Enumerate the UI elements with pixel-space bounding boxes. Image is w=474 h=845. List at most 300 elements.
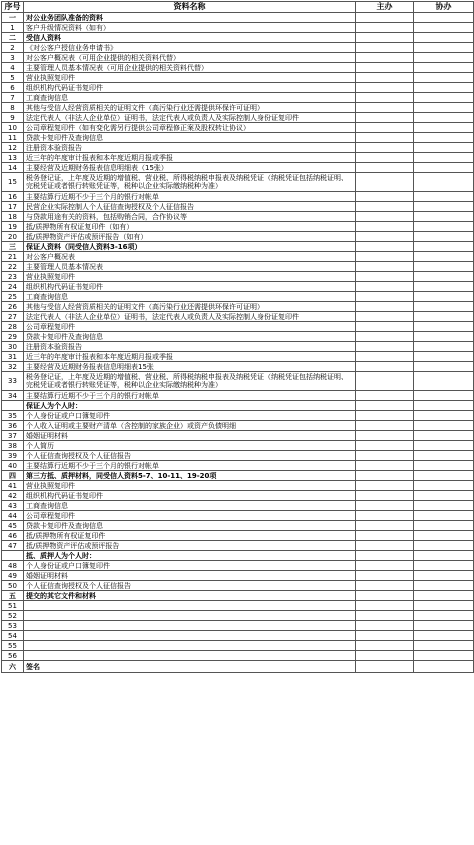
row-assistant-handler-cell [414, 113, 474, 123]
row-main-handler-cell [356, 561, 414, 571]
row-assistant-handler-cell [414, 641, 474, 651]
row-number: 五 [2, 591, 24, 601]
table-row [2, 123, 474, 133]
section-row [2, 661, 474, 673]
row-assistant-handler-cell [414, 272, 474, 282]
row-number: 13 [2, 153, 24, 163]
row-main-handler-cell [356, 511, 414, 521]
row-number: 16 [2, 192, 24, 202]
table-row [2, 411, 474, 421]
row-document-name: 个人简历 [24, 441, 356, 451]
row-number: 38 [2, 441, 24, 451]
row-assistant-handler-cell [414, 143, 474, 153]
table-body [2, 13, 474, 673]
row-assistant-handler-cell [414, 153, 474, 163]
row-document-name: 注册资本验资报告 [24, 342, 356, 352]
row-number: 9 [2, 113, 24, 123]
header-assistant-handler: 协办 [414, 2, 474, 13]
row-assistant-handler-cell [414, 202, 474, 212]
table-row [2, 421, 474, 431]
row-assistant-handler-cell [414, 173, 474, 192]
row-document-name: 对公业务团队准备的资料 [24, 13, 356, 23]
table-row [2, 312, 474, 322]
row-document-name: 抵、质押人为个人时： [24, 551, 356, 561]
row-main-handler-cell [356, 541, 414, 551]
row-number: 50 [2, 581, 24, 591]
row-main-handler-cell [356, 53, 414, 63]
row-document-name [24, 621, 356, 631]
row-document-name: 其他与受信人经营资质相关的证明文件（高污染行业还需提供环保许可证明） [24, 302, 356, 312]
row-assistant-handler-cell [414, 282, 474, 292]
row-main-handler-cell [356, 192, 414, 202]
row-assistant-handler-cell [414, 322, 474, 332]
table-row [2, 322, 474, 332]
table-row [2, 232, 474, 242]
row-number: 5 [2, 73, 24, 83]
row-document-name: 组织机构代码证书复印件 [24, 282, 356, 292]
row-assistant-handler-cell [414, 262, 474, 272]
row-main-handler-cell [356, 113, 414, 123]
table-row [2, 113, 474, 123]
row-main-handler-cell [356, 601, 414, 611]
row-number: 19 [2, 222, 24, 232]
row-assistant-handler-cell [414, 471, 474, 481]
row-main-handler-cell [356, 322, 414, 332]
document-checklist-table [1, 1, 474, 673]
row-assistant-handler-cell [414, 481, 474, 491]
table-row [2, 431, 474, 441]
row-document-name: 其他与受信人经营资质相关的证明文件（高污染行业还需提供环保许可证明） [24, 103, 356, 113]
table-row [2, 222, 474, 232]
row-document-name: 贷款卡复印件及查询信息 [24, 133, 356, 143]
row-main-handler-cell [356, 471, 414, 481]
row-number: 42 [2, 491, 24, 501]
row-number: 1 [2, 23, 24, 33]
row-assistant-handler-cell [414, 302, 474, 312]
row-assistant-handler-cell [414, 661, 474, 673]
table-row [2, 63, 474, 73]
table-row [2, 362, 474, 372]
row-number: 53 [2, 621, 24, 631]
row-document-name: 个人收入证明或主要财产清单（含控制的家族企业）或资产负债明细 [24, 421, 356, 431]
row-assistant-handler-cell [414, 352, 474, 362]
table-row [2, 262, 474, 272]
row-number: 56 [2, 651, 24, 661]
row-main-handler-cell [356, 93, 414, 103]
row-main-handler-cell [356, 202, 414, 212]
row-document-name: 主要结算行近期不少于三个月的银行对帐单 [24, 192, 356, 202]
row-number: 30 [2, 342, 24, 352]
table-row [2, 202, 474, 212]
row-assistant-handler-cell [414, 232, 474, 242]
row-document-name: 抵/质押物资产评估或预评报告 [24, 541, 356, 551]
table-row [2, 641, 474, 651]
row-number: 40 [2, 461, 24, 471]
row-number: 28 [2, 322, 24, 332]
row-assistant-handler-cell [414, 461, 474, 471]
row-number: 41 [2, 481, 24, 491]
table-row [2, 511, 474, 521]
table-row [2, 601, 474, 611]
header-number: 序号 [2, 2, 24, 13]
row-assistant-handler-cell [414, 601, 474, 611]
subsection-row [2, 551, 474, 561]
row-number: 3 [2, 53, 24, 63]
section-row [2, 591, 474, 601]
row-number: 21 [2, 252, 24, 262]
table-row [2, 73, 474, 83]
row-main-handler-cell [356, 103, 414, 113]
table-row [2, 342, 474, 352]
row-assistant-handler-cell [414, 212, 474, 222]
row-assistant-handler-cell [414, 551, 474, 561]
row-assistant-handler-cell [414, 411, 474, 421]
row-assistant-handler-cell [414, 372, 474, 391]
row-assistant-handler-cell [414, 651, 474, 661]
row-document-name: 主要结算行近期不少于三个月的银行对帐单 [24, 391, 356, 401]
row-document-name: 抵/质押物所有权证复印件（如有） [24, 222, 356, 232]
header-document-name: 资料名称 [24, 2, 356, 13]
row-number: 6 [2, 83, 24, 93]
row-document-name: 近三年的年度审计报表和本年度近期月报或季报 [24, 153, 356, 163]
row-main-handler-cell [356, 441, 414, 451]
row-main-handler-cell [356, 551, 414, 561]
row-document-name: 受信人资料 [24, 33, 356, 43]
row-assistant-handler-cell [414, 312, 474, 322]
row-main-handler-cell [356, 481, 414, 491]
row-assistant-handler-cell [414, 431, 474, 441]
table-row [2, 501, 474, 511]
row-assistant-handler-cell [414, 391, 474, 401]
row-main-handler-cell [356, 123, 414, 133]
row-number: 26 [2, 302, 24, 312]
row-main-handler-cell [356, 531, 414, 541]
row-assistant-handler-cell [414, 611, 474, 621]
row-main-handler-cell [356, 352, 414, 362]
row-number: 4 [2, 63, 24, 73]
row-document-name: 税务登记证，上年度及近期的增值税、营业税、所得税纳税申报表及纳税凭证（纳税凭证包括纳税证明、完税凭证或者银行转账凭证等，税种以企业实际缴纳税种为准） [24, 372, 356, 391]
row-main-handler-cell [356, 83, 414, 93]
row-assistant-handler-cell [414, 591, 474, 601]
table-row [2, 212, 474, 222]
table-row [2, 352, 474, 362]
row-main-handler-cell [356, 401, 414, 411]
row-main-handler-cell [356, 501, 414, 511]
row-document-name: 客户升级情况资料（如有） [24, 23, 356, 33]
row-document-name: 保证人为个人时： [24, 401, 356, 411]
row-number: 37 [2, 431, 24, 441]
row-number: 二 [2, 33, 24, 43]
table-row [2, 252, 474, 262]
row-assistant-handler-cell [414, 501, 474, 511]
row-document-name: 组织机构代码证书复印件 [24, 491, 356, 501]
table-row [2, 272, 474, 282]
row-number: 27 [2, 312, 24, 322]
row-number: 34 [2, 391, 24, 401]
table-row [2, 83, 474, 93]
table-row [2, 192, 474, 202]
row-main-handler-cell [356, 173, 414, 192]
row-number: 24 [2, 282, 24, 292]
row-assistant-handler-cell [414, 63, 474, 73]
row-assistant-handler-cell [414, 561, 474, 571]
row-main-handler-cell [356, 212, 414, 222]
table-row [2, 441, 474, 451]
row-number: 55 [2, 641, 24, 651]
row-main-handler-cell [356, 651, 414, 661]
table-row [2, 103, 474, 113]
table-row [2, 163, 474, 173]
row-number: 六 [2, 661, 24, 673]
row-main-handler-cell [356, 641, 414, 651]
row-document-name: 第三方抵、质押材料，同受信人资料5-7、10-11、19-20项 [24, 471, 356, 481]
row-assistant-handler-cell [414, 73, 474, 83]
row-main-handler-cell [356, 163, 414, 173]
row-number: 17 [2, 202, 24, 212]
row-assistant-handler-cell [414, 242, 474, 252]
row-assistant-handler-cell [414, 401, 474, 411]
row-main-handler-cell [356, 391, 414, 401]
row-number: 11 [2, 133, 24, 143]
row-document-name: 抵/质押物资产评估或预评报告（如有） [24, 232, 356, 242]
row-number: 36 [2, 421, 24, 431]
row-document-name: 主要结算行近期不少于三个月的银行对帐单 [24, 461, 356, 471]
table-row [2, 292, 474, 302]
table-row [2, 93, 474, 103]
row-document-name: 《对公客户授信业务申请书》 [24, 43, 356, 53]
row-document-name: 提交的其它文件和材料 [24, 591, 356, 601]
row-document-name: 注册资本验资报告 [24, 143, 356, 153]
table-header-row [2, 2, 474, 13]
row-number: 7 [2, 93, 24, 103]
table-row [2, 631, 474, 641]
row-document-name: 主要经营及近期财务报表信息明细表（15张） [24, 163, 356, 173]
row-document-name [24, 631, 356, 641]
table-row [2, 651, 474, 661]
row-document-name: 与贷款用途有关的资料，包括购销合同，合作协议等 [24, 212, 356, 222]
row-number: 2 [2, 43, 24, 53]
row-number: 23 [2, 272, 24, 282]
row-number: 14 [2, 163, 24, 173]
row-number: 48 [2, 561, 24, 571]
row-main-handler-cell [356, 342, 414, 352]
row-document-name: 近三年的年度审计报表和本年度近期月报或季报 [24, 352, 356, 362]
row-main-handler-cell [356, 43, 414, 53]
row-assistant-handler-cell [414, 53, 474, 63]
row-main-handler-cell [356, 631, 414, 641]
table-row [2, 302, 474, 312]
row-main-handler-cell [356, 33, 414, 43]
row-main-handler-cell [356, 451, 414, 461]
row-document-name: 法定代表人（非法人企业单位）证明书，法定代表人或负责人及实际控制人身份证复印件 [24, 113, 356, 123]
table-row [2, 173, 474, 192]
row-document-name: 贷款卡复印件及查询信息 [24, 521, 356, 531]
subsection-row [2, 401, 474, 411]
row-main-handler-cell [356, 661, 414, 673]
row-document-name: 工商查询信息 [24, 93, 356, 103]
row-number: 25 [2, 292, 24, 302]
row-assistant-handler-cell [414, 43, 474, 53]
row-main-handler-cell [356, 23, 414, 33]
row-assistant-handler-cell [414, 631, 474, 641]
row-number: 43 [2, 501, 24, 511]
row-main-handler-cell [356, 491, 414, 501]
table-row [2, 491, 474, 501]
table-row [2, 531, 474, 541]
row-number: 52 [2, 611, 24, 621]
row-main-handler-cell [356, 611, 414, 621]
row-document-name: 营业执照复印件 [24, 272, 356, 282]
row-main-handler-cell [356, 372, 414, 391]
row-main-handler-cell [356, 421, 414, 431]
row-number [2, 551, 24, 561]
table-row [2, 621, 474, 631]
row-main-handler-cell [356, 242, 414, 252]
row-document-name: 工商查询信息 [24, 292, 356, 302]
row-main-handler-cell [356, 621, 414, 631]
row-number: 一 [2, 13, 24, 23]
row-number: 44 [2, 511, 24, 521]
section-row [2, 242, 474, 252]
row-number: 三 [2, 242, 24, 252]
row-assistant-handler-cell [414, 581, 474, 591]
row-document-name: 工商查询信息 [24, 501, 356, 511]
row-document-name: 抵/质押物所有权证复印件 [24, 531, 356, 541]
row-assistant-handler-cell [414, 362, 474, 372]
row-number: 33 [2, 372, 24, 391]
row-assistant-handler-cell [414, 451, 474, 461]
row-main-handler-cell [356, 143, 414, 153]
row-assistant-handler-cell [414, 541, 474, 551]
row-document-name: 民营企业实际控制人个人征信查询授权及个人征信报告 [24, 202, 356, 212]
row-main-handler-cell [356, 153, 414, 163]
row-document-name: 个人身份证或户口簿复印件 [24, 561, 356, 571]
row-assistant-handler-cell [414, 441, 474, 451]
row-assistant-handler-cell [414, 252, 474, 262]
row-number: 29 [2, 332, 24, 342]
table-row [2, 143, 474, 153]
row-document-name [24, 601, 356, 611]
row-number: 47 [2, 541, 24, 551]
row-number: 20 [2, 232, 24, 242]
row-document-name [24, 651, 356, 661]
table-row [2, 461, 474, 471]
row-number: 39 [2, 451, 24, 461]
row-number: 15 [2, 173, 24, 192]
row-document-name: 法定代表人（非法人企业单位）证明书，法定代表人或负责人及实际控制人身份证复印件 [24, 312, 356, 322]
row-assistant-handler-cell [414, 531, 474, 541]
table-row [2, 541, 474, 551]
row-document-name: 保证人资料（同受信人资料3-16项） [24, 242, 356, 252]
row-main-handler-cell [356, 332, 414, 342]
row-assistant-handler-cell [414, 491, 474, 501]
row-main-handler-cell [356, 591, 414, 601]
row-assistant-handler-cell [414, 123, 474, 133]
table-row [2, 23, 474, 33]
row-document-name: 主要经营及近期财务报表信息明细表15张 [24, 362, 356, 372]
row-number: 8 [2, 103, 24, 113]
row-document-name: 公司章程复印件（如有变化需另行提供公司章程修正案及股权转让协议） [24, 123, 356, 133]
row-document-name: 签名 [24, 661, 356, 673]
row-number: 35 [2, 411, 24, 421]
row-main-handler-cell [356, 431, 414, 441]
row-document-name: 组织机构代码证书复印件 [24, 83, 356, 93]
row-assistant-handler-cell [414, 163, 474, 173]
row-main-handler-cell [356, 232, 414, 242]
row-main-handler-cell [356, 362, 414, 372]
row-number [2, 401, 24, 411]
table-row [2, 282, 474, 292]
row-assistant-handler-cell [414, 571, 474, 581]
row-assistant-handler-cell [414, 33, 474, 43]
row-assistant-handler-cell [414, 342, 474, 352]
row-assistant-handler-cell [414, 332, 474, 342]
row-document-name: 主要管理人员基本情况表（可用企业提供的相关资料代替） [24, 63, 356, 73]
row-document-name: 婚姻证明材料 [24, 571, 356, 581]
row-assistant-handler-cell [414, 292, 474, 302]
row-assistant-handler-cell [414, 511, 474, 521]
table-row [2, 571, 474, 581]
row-document-name: 个人征信查询授权及个人征信报告 [24, 451, 356, 461]
row-document-name: 营业执照复印件 [24, 481, 356, 491]
table-row [2, 481, 474, 491]
row-main-handler-cell [356, 282, 414, 292]
row-main-handler-cell [356, 521, 414, 531]
row-document-name: 婚姻证明材料 [24, 431, 356, 441]
row-main-handler-cell [356, 252, 414, 262]
row-number: 18 [2, 212, 24, 222]
table-row [2, 153, 474, 163]
row-assistant-handler-cell [414, 521, 474, 531]
row-assistant-handler-cell [414, 83, 474, 93]
table-row [2, 561, 474, 571]
table-row [2, 332, 474, 342]
row-assistant-handler-cell [414, 421, 474, 431]
row-document-name: 营业执照复印件 [24, 73, 356, 83]
row-document-name: 对公客户概况表 [24, 252, 356, 262]
row-main-handler-cell [356, 63, 414, 73]
row-main-handler-cell [356, 133, 414, 143]
section-row [2, 33, 474, 43]
row-main-handler-cell [356, 73, 414, 83]
row-number: 31 [2, 352, 24, 362]
row-document-name: 主要管理人员基本情况表 [24, 262, 356, 272]
row-assistant-handler-cell [414, 222, 474, 232]
row-main-handler-cell [356, 411, 414, 421]
row-main-handler-cell [356, 272, 414, 282]
row-main-handler-cell [356, 312, 414, 322]
row-document-name [24, 641, 356, 651]
row-main-handler-cell [356, 461, 414, 471]
row-number: 10 [2, 123, 24, 133]
table-row [2, 372, 474, 391]
row-document-name: 税务登记证，上年度及近期的增值税、营业税、所得税纳税申报表及纳税凭证（纳税凭证包括纳税证明、完税凭证或者银行转账凭证等，税种以企业实际缴纳税种为准） [24, 173, 356, 192]
row-number: 49 [2, 571, 24, 581]
row-number: 四 [2, 471, 24, 481]
table-row [2, 43, 474, 53]
row-main-handler-cell [356, 292, 414, 302]
table-row [2, 391, 474, 401]
row-document-name: 公司章程复印件 [24, 322, 356, 332]
row-number: 32 [2, 362, 24, 372]
row-main-handler-cell [356, 222, 414, 232]
row-assistant-handler-cell [414, 192, 474, 202]
row-number: 45 [2, 521, 24, 531]
row-document-name: 对公客户概况表（可用企业提供的相关资料代替） [24, 53, 356, 63]
table-row [2, 451, 474, 461]
row-document-name: 个人身份证或户口簿复印件 [24, 411, 356, 421]
row-number: 22 [2, 262, 24, 272]
